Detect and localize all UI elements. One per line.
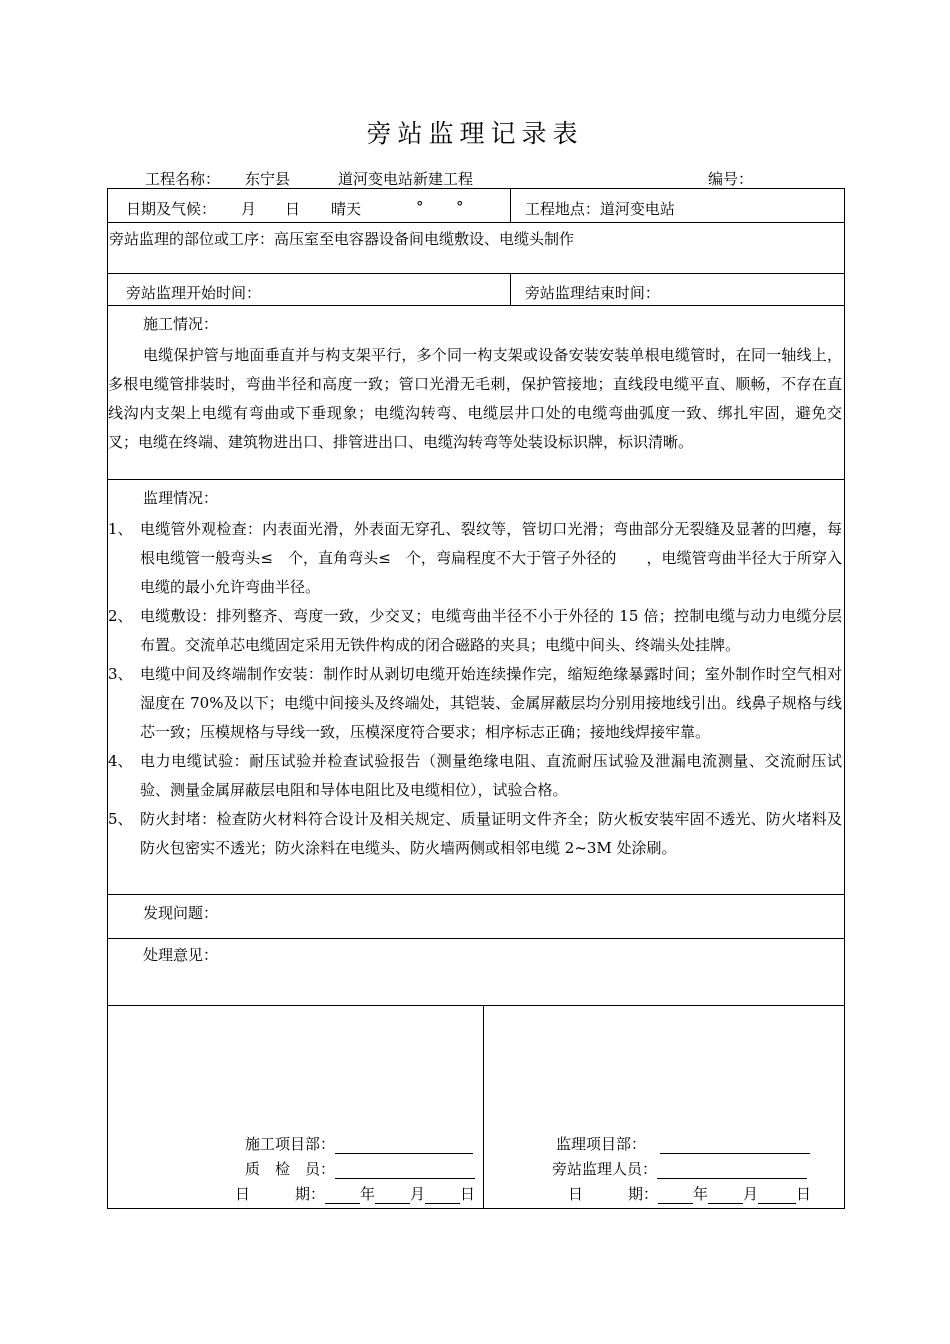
problems-cell	[108, 895, 845, 939]
inspector-signature-line[interactable]	[335, 1162, 475, 1179]
supervisor-sign-cell: 监理项目部： 旁站监理人员： 日 期： 年 月 日	[483, 1006, 844, 1209]
start-time-cell	[108, 274, 511, 306]
degree-mark-2: °	[456, 198, 464, 216]
inspector-label: 质 检 员：	[245, 1160, 336, 1178]
onsite-supervisor-signature-line[interactable]	[657, 1162, 807, 1179]
opinion-label: 处理意见：	[143, 946, 219, 964]
opinion-cell	[108, 939, 845, 1006]
supervision-cell	[108, 480, 845, 895]
number-label: 编号：	[708, 170, 754, 188]
contractor-date-label: 日 期：	[235, 1185, 326, 1203]
date-weather-cell	[108, 189, 511, 223]
list-item: 5、 防火封堵：检查防火材料符合设计及相关规定、质量证明文件齐全；防火板安装牢固不透光、防火堵料及防火包密实不透光；防火涂料在电缆头、防火墙两侧或相邻电缆 2~3M 处涂刷。	[108, 810, 842, 857]
supervisor-day-field[interactable]	[758, 1187, 796, 1204]
supervisor-dept-label: 监理项目部：	[555, 1135, 646, 1153]
project-name: 道河变电站新建工程	[338, 170, 474, 188]
document-title: 旁站监理记录表	[366, 119, 584, 148]
header-line	[145, 168, 765, 188]
construction-cell	[108, 306, 845, 480]
list-item: 3、 电缆中间及终端制作安装：制作时从剥切电缆开始连续操作完，缩短绝缘暴露时间；室外制作时空气相对湿度在 70%及以下；电缆中间接头及终端处，其铠装、金属屏蔽层均分别用接地线引出。线鼻子规格与线芯一致；压模规格与导线一致，压模深度符合要求；相序标志正确；接地线焊接牢靠。	[108, 665, 842, 741]
supervisor-dept-signature-line[interactable]	[660, 1137, 810, 1154]
contractor-year-field[interactable]	[325, 1187, 360, 1204]
location-cell	[510, 189, 844, 223]
month-label: 月	[241, 200, 257, 218]
list-item: 2、 电缆敷设：排列整齐、弯度一致，少交叉；电缆弯曲半径不小于外径的 15 倍；控制电缆与动力电缆分层布置。交流单芯电缆固定采用无铁件构成的闭合磁路的夹具；电缆中间头、终端头处挂牌。	[108, 607, 842, 654]
supervision-list	[108, 515, 844, 863]
construction-text: 电缆保护管与地面垂直并与构支架平行，多个同一构支架或设备安装安装单根电缆管时，在同一轴线上，多根电缆管排装时，弯曲半径和高度一致；管口光滑无毛刺，保护管接地；直线段电缆平直、顺畅，不存在直线沟内支架上电缆有弯曲或下垂现象；电缆沟转弯、电缆层井口处的电缆弯曲弧度一致、绑扎牢固，避免交叉；电缆在终端、建筑物进出口、排管进出口、电缆沟转弯等处装设标识牌，标识清晰。	[108, 346, 842, 451]
supervisor-date-label: 日 期：	[567, 1185, 658, 1203]
list-item: 4、 电力电缆试验：耐压试验并检查试验报告（测量绝缘电阻、直流耐压试验及泄漏电流测量、交流耐压试验、测量金属屏蔽层电阻和导体电阻比及电缆相位），试验合格。	[108, 752, 842, 799]
contractor-sign-cell: 施工项目部： 质 检 员： 日 期： 年 月 日	[108, 1006, 484, 1209]
record-table	[107, 188, 845, 1209]
list-item: 1、 电缆管外观检查：内表面光滑，外表面无穿孔、裂纹等，管切口光滑；弯曲部分无裂缝及显著的凹瘪，每根电缆管一般弯头≤ 个，直角弯头≤ 个，弯扁程度不大于管子外径的 ，电缆管弯曲半径大于所穿入电缆的最小允许弯曲半径。	[108, 520, 842, 596]
end-time-label: 旁站监理结束时间：	[524, 284, 660, 302]
supervision-part: 旁站监理的部位或工序：高压室至电容器设备间电缆敷设、电缆头制作	[109, 230, 575, 248]
end-time-cell	[510, 274, 844, 306]
contractor-dept-label: 施工项目部：	[245, 1135, 336, 1153]
project-county: 东宁县	[245, 170, 291, 188]
construction-label: 施工情况：	[143, 315, 219, 333]
problems-label: 发现问题：	[143, 904, 219, 922]
supervision-label: 监理情况：	[143, 489, 219, 507]
start-time-label: 旁站监理开始时间：	[126, 284, 262, 302]
supervisor-year-field[interactable]	[658, 1187, 693, 1204]
contractor-month-field[interactable]	[375, 1187, 410, 1204]
part-cell	[108, 223, 845, 274]
project-location: 工程地点：道河变电站	[524, 200, 675, 218]
date-weather-label: 日期及气候：	[126, 200, 217, 218]
contractor-dept-signature-line[interactable]	[335, 1137, 473, 1154]
weather-value: 晴天	[331, 200, 362, 218]
supervisor-month-field[interactable]	[708, 1187, 743, 1204]
contractor-day-field[interactable]	[425, 1187, 460, 1204]
project-name-label: 工程名称：	[145, 170, 221, 188]
day-label: 日	[285, 200, 301, 218]
degree-mark-1: °	[416, 198, 424, 216]
onsite-supervisor-label: 旁站监理人员：	[551, 1160, 657, 1178]
